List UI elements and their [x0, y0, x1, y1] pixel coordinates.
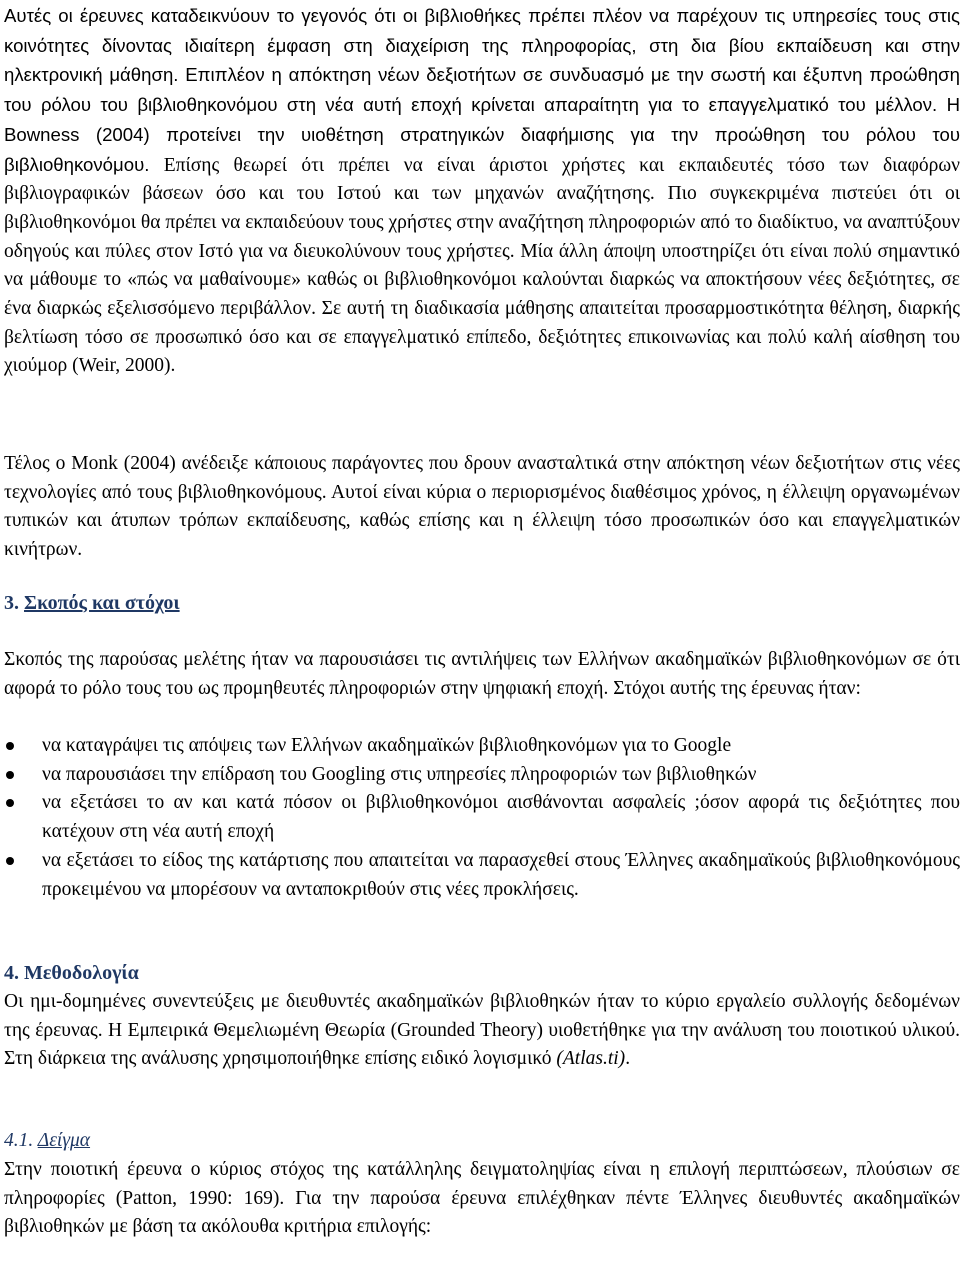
list-item [4, 847, 960, 904]
list-item-text: να εξετάσει το είδος της κατάρτισης που απαιτείται να παρασχεθεί στους Έλληνες ακαδημαϊκούς βιβλιοθηκονόμους προκειμένου να μπορέσουν να ανταποκριθούν στις νέες προκλήσεις. [42, 849, 960, 900]
section-title: Σκοπός και στόχοι [24, 592, 180, 614]
list-item [4, 732, 960, 761]
bullet-icon [6, 742, 14, 750]
methodology-text: Οι ημι-δομημένες συνεντεύξεις με διευθυντές ακαδημαϊκών βιβλιοθηκών ήταν το κύριο εργαλείο συλλογής δεδομένων της έρευνας. Η Εμπειρικά Θεμελιωμένη Θεωρία (Grounded Theory) υιοθετήθηκε για την ανάλυση του ποιοτικού υλικού. Στη διάρκεια της ανάλυσης χρησιμοποιήθηκε επίσης ειδικό λογισμικό [4, 991, 960, 1070]
paragraph-monk: Τέλος ο Monk (2004) ανέδειξε κάποιους παράγοντες που δρουν ανασταλτικά στην απόκτηση νέων δεξιοτήτων στις νέες τεχνολογίες από τους βιβλιοθηκονόμους. Αυτοί είναι κύρια ο περιορισμένος διαθέσιμος χρόνος, η έλλειψη οργανωμένων τυπικών και άτυπων τρόπων εκπαίδευσης, καθώς επίσης και η έλλειψη τόσο προσωπικών όσο και επαγγελματικών κινήτρων. [4, 453, 960, 561]
paragraph-text-sans: Αυτές οι έρευνες καταδεικνύουν το γεγονός ότι οι βιβλιοθήκες πρέπει πλέον να παρέχουν τις υπηρεσίες τους στις κοινότητες δίνοντας ιδιαίτερη έμφαση στη διαχείριση της πληροφορίας, στη δια βίου εκπαίδευση και στην ηλεκτρονική μάθηση. Επιπλέον η απόκτηση νέων δεξιοτήτων σε συνδυασμό με την σωστή και έξυπνη προώθηση του ρόλου του βιβλιοθηκονόμου στη νέα αυτή εποχή κρίνεται απαραίτητη για το επαγγελματικό του μέλλον. Η Bowness (2004) προτείνει την υιοθέτηση στρατηγικών διαφήμισης για την προώθηση του ρόλου του βιβλιοθηκονόμου. [4, 5, 960, 175]
subsection-number: 4.1. [4, 1130, 34, 1151]
list-item-text: να εξετάσει το αν και κατά πόσον οι βιβλιοθηκονόμοι αισθάνονται ασφαλείς ;όσον αφορά τις δεξιότητες που κατέχουν στη νέα αυτή εποχή [42, 792, 960, 843]
paragraph-text-serif: Επίσης θεωρεί ότι πρέπει να είναι άριστοι χρήστες και εκπαιδευτές τόσο των διαφόρων βιβλιογραφικών βάσεων όσο και του Ιστού και των μηχανών αναζήτησης. Πιο συγκεκριμένα πιστεύει ότι οι βιβλιοθηκονόμοι θα πρέπει να εκπαιδεύουν τους χρήστες στην αναζήτηση πληροφοριών από το διαδίκτυο, να αναπτύξουν οδηγούς και πύλες στον Ιστό για να διευκολύνουν τους χρήστες. Μία άλλη άποψη υποστηρίζει ότι είναι πολύ σημαντικό να μάθουμε το «πώς να μαθαίνουμε» καθώς οι βιβλιοθηκονόμοι καλούνται διαρκώς να αποκτήσουν νέες δεξιότητες, σε ένα διαρκώς εξελισσόμενο περιβάλλον. Σε αυτή τη διαδικασία μάθησης απαιτείται προσαρμοστικότητα θέληση, διαρκής βελτίωση τόσο σε προσωπικό όσο και σε επαγγελματικό επίπεδο, δεξιότητες επικοινωνίας και πολύ καλή αίσθηση του χιούμορ (Weir, 2000). [4, 154, 960, 377]
subsection-title: Δείγμα [37, 1130, 91, 1151]
subsection-heading-4-1 [4, 1130, 90, 1152]
paragraph-purpose: Σκοπός της παρούσας μελέτης ήταν να παρουσιάσει τις αντιλήψεις των Ελλήνων ακαδημαϊκών βιβλιοθηκονόμων σε ότι αφορά το ρόλο τους του ως προμηθευτές πληροφοριών στην ψηφιακή εποχή. Στόχοι αυτής της έρευνας ήταν: [4, 649, 960, 699]
list-item [4, 761, 960, 790]
bullet-icon [6, 857, 14, 865]
paragraph-sample: Στην ποιοτική έρευνα ο κύριος στόχος της κατάλληλης δειγματοληψίας είναι η επιλογή περιπτώσεων, πλούσιων σε πληροφορίες (Patton, 1990: 169). Για την παρούσα έρευνα επιλέχθηκαν πέντε Έλληνες διευθυντές ακαδημαϊκών βιβλιοθηκών με βάση τα ακόλουθα κριτήρια επιλογής: [4, 1159, 960, 1238]
methodology-end: . [625, 1048, 631, 1070]
list-item-text: να καταγράψει τις απόψεις των Ελλήνων ακαδημαϊκών βιβλιοθηκονόμων για το Google [42, 735, 732, 756]
bullet-icon [6, 771, 14, 779]
section-heading-3 [4, 592, 180, 615]
section-heading-4: 4. Μεθοδολογία [4, 962, 139, 984]
goals-list [4, 732, 960, 904]
list-item-text: να παρουσιάσει την επίδραση του Googling στις υπηρεσίες πληροφοριών των βιβλιοθηκών [42, 763, 757, 785]
software-name: (Atlas.ti) [556, 1048, 626, 1070]
list-item [4, 789, 960, 846]
section-number: 3. [4, 592, 19, 614]
paragraph-library-services [4, 2, 960, 381]
paragraph-methodology [4, 988, 960, 1074]
bullet-icon [6, 799, 14, 807]
